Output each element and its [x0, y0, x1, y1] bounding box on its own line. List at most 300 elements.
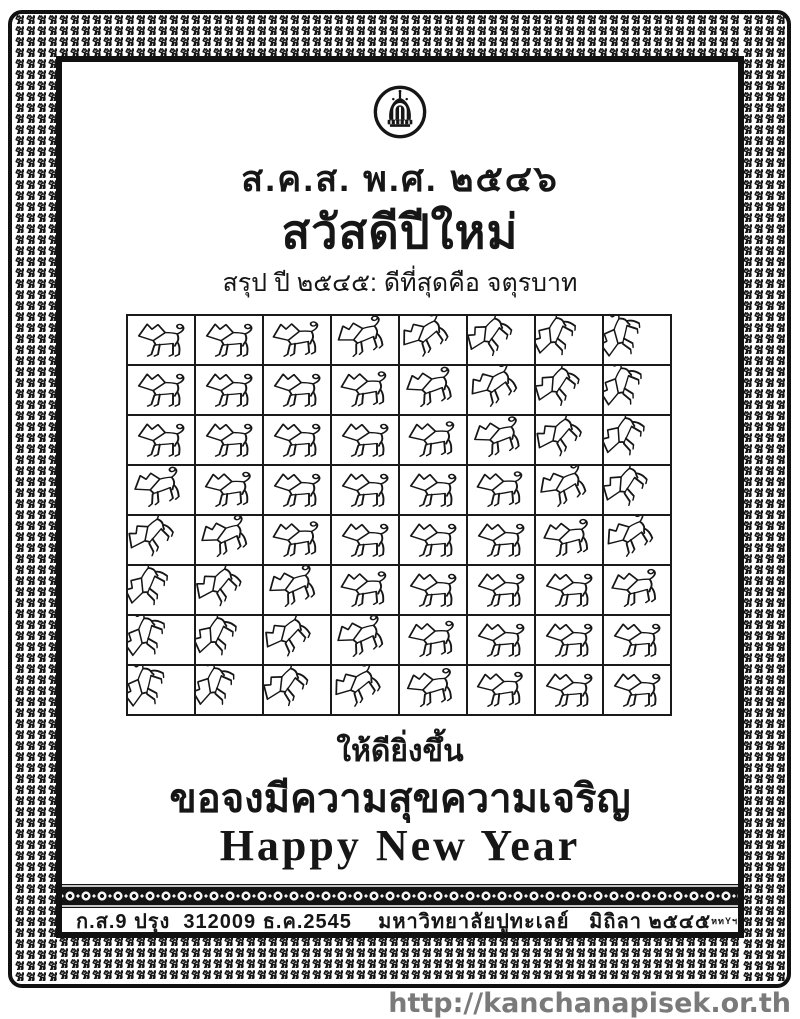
border-dog-glyph	[25, 69, 36, 80]
border-dog-glyph	[25, 465, 36, 476]
dog-cell	[332, 516, 398, 564]
dog-cell	[332, 466, 398, 514]
border-dog-glyph	[14, 344, 25, 355]
border-dog-glyph	[47, 36, 58, 47]
border-dog-glyph	[14, 498, 25, 509]
border-dog-glyph	[14, 927, 25, 938]
border-dog-glyph	[245, 958, 256, 969]
dog-cell	[468, 516, 534, 564]
border-dog-glyph	[764, 157, 775, 168]
border-dog-glyph	[311, 14, 322, 25]
border-dog-glyph	[775, 685, 786, 696]
border-dog-glyph	[764, 322, 775, 333]
border-dog-glyph	[25, 652, 36, 663]
dog-drawing	[469, 667, 532, 713]
border-dog-glyph	[36, 36, 47, 47]
border-dog-glyph	[36, 916, 47, 927]
dog-drawing	[335, 470, 395, 512]
border-dog-glyph	[14, 377, 25, 388]
border-dog-glyph	[753, 542, 764, 553]
border-dog-glyph	[443, 958, 454, 969]
border-dog-glyph	[764, 960, 775, 971]
border-dog-glyph	[674, 25, 685, 36]
border-dog-glyph	[333, 947, 344, 958]
border-dog-glyph	[652, 36, 663, 47]
border-dog-glyph	[36, 520, 47, 531]
border-dog-glyph	[36, 476, 47, 487]
border-dog-glyph	[764, 784, 775, 795]
dog-cell	[332, 416, 398, 464]
border-dog-glyph	[753, 113, 764, 124]
dog-cell	[468, 316, 534, 364]
border-dog-glyph	[775, 971, 786, 982]
border-dog-glyph	[25, 531, 36, 542]
border-dog-glyph	[553, 958, 564, 969]
border-dog-glyph	[14, 718, 25, 729]
border-dog-glyph	[212, 25, 223, 36]
border-dog-glyph	[377, 947, 388, 958]
border-dog-glyph	[25, 388, 36, 399]
border-dog-glyph	[14, 245, 25, 256]
border-dog-glyph	[764, 256, 775, 267]
border-dog-glyph	[80, 969, 91, 980]
border-dog-glyph	[388, 14, 399, 25]
border-dog-glyph	[707, 969, 718, 980]
border-dog-glyph	[399, 36, 410, 47]
border-dog-glyph	[14, 234, 25, 245]
border-dog-glyph	[25, 135, 36, 146]
border-dog-glyph	[14, 399, 25, 410]
border-dog-glyph	[775, 300, 786, 311]
border-dog-glyph	[14, 828, 25, 839]
border-dog-glyph	[531, 958, 542, 969]
border-dog-glyph	[775, 267, 786, 278]
border-dog-glyph	[454, 36, 465, 47]
border-dog-glyph	[608, 969, 619, 980]
border-dog-glyph	[696, 25, 707, 36]
border-dog-glyph	[753, 839, 764, 850]
border-dog-glyph	[36, 553, 47, 564]
border-dog-glyph	[775, 520, 786, 531]
border-dog-glyph	[753, 718, 764, 729]
border-dog-glyph	[14, 36, 25, 47]
border-dog-glyph	[764, 850, 775, 861]
dog-cell	[604, 366, 670, 414]
border-dog-glyph	[764, 300, 775, 311]
border-dog-glyph	[753, 410, 764, 421]
border-dog-glyph	[753, 707, 764, 718]
border-dog-glyph	[764, 971, 775, 982]
dog-cell	[604, 666, 670, 714]
border-dog-glyph	[764, 751, 775, 762]
border-dog-glyph	[775, 124, 786, 135]
border-dog-glyph	[25, 729, 36, 740]
border-dog-glyph	[25, 102, 36, 113]
dog-drawing	[536, 466, 600, 514]
border-dog-glyph	[36, 861, 47, 872]
border-dog-glyph	[685, 958, 696, 969]
border-dog-glyph	[652, 969, 663, 980]
border-dog-glyph	[410, 14, 421, 25]
border-dog-glyph	[25, 894, 36, 905]
border-dog-glyph	[575, 958, 586, 969]
dog-drawing	[468, 466, 531, 513]
border-dog-glyph	[36, 432, 47, 443]
border-dog-glyph	[14, 949, 25, 960]
border-dog-glyph	[14, 531, 25, 542]
border-dog-glyph	[25, 707, 36, 718]
border-dog-glyph	[399, 947, 410, 958]
border-dog-glyph	[102, 969, 113, 980]
border-dog-glyph	[696, 969, 707, 980]
border-dog-glyph	[14, 146, 25, 157]
border-dog-glyph	[14, 322, 25, 333]
border-dog-glyph	[775, 707, 786, 718]
dog-cell	[400, 416, 466, 464]
border-dog-glyph	[25, 861, 36, 872]
border-dog-glyph	[25, 80, 36, 91]
border-dog-glyph	[764, 223, 775, 234]
border-dog-glyph	[25, 817, 36, 828]
border-dog-glyph	[223, 14, 234, 25]
border-dog-glyph	[36, 80, 47, 91]
dog-cell	[264, 666, 330, 714]
border-dog-glyph	[775, 80, 786, 91]
border-dog-glyph	[399, 25, 410, 36]
border-dog-glyph	[764, 278, 775, 289]
border-dog-glyph	[764, 608, 775, 619]
border-dog-glyph	[775, 773, 786, 784]
border-dog-glyph	[300, 969, 311, 980]
border-dog-glyph	[135, 969, 146, 980]
border-dog-glyph	[764, 168, 775, 179]
border-dog-glyph	[753, 476, 764, 487]
border-dog-glyph	[753, 234, 764, 245]
border-dog-glyph	[14, 410, 25, 421]
border-dog-glyph	[14, 256, 25, 267]
border-dog-glyph	[36, 289, 47, 300]
border-dog-glyph	[663, 36, 674, 47]
border-dog-glyph	[476, 969, 487, 980]
border-dog-glyph	[300, 36, 311, 47]
border-dog-glyph	[36, 872, 47, 883]
border-dog-glyph	[753, 894, 764, 905]
border-dog-glyph	[586, 947, 597, 958]
border-dog-glyph	[619, 36, 630, 47]
dog-drawing	[131, 370, 191, 412]
border-dog-glyph	[586, 25, 597, 36]
border-dog-glyph	[476, 14, 487, 25]
credit-text: ก.ส.9 ปรุง 312009 ธ.ค.2545 มหาวิทยาลัยปูทะเลย์ มิถิลา ๒๕๔๕	[76, 910, 712, 933]
border-dog-glyph	[410, 958, 421, 969]
border-dog-glyph	[14, 80, 25, 91]
border-dog-glyph	[14, 157, 25, 168]
dog-drawing	[264, 666, 321, 714]
dog-drawing	[332, 316, 396, 364]
border-dog-glyph	[775, 762, 786, 773]
border-dog-glyph	[322, 36, 333, 47]
border-dog-glyph	[443, 36, 454, 47]
dog-drawing	[539, 570, 599, 612]
border-dog-glyph	[223, 36, 234, 47]
border-dog-glyph	[102, 36, 113, 47]
border-dog-glyph	[58, 947, 69, 958]
border-dog-glyph	[586, 36, 597, 47]
border-dog-glyph	[113, 947, 124, 958]
border-dog-glyph	[531, 14, 542, 25]
border-dog-glyph	[366, 958, 377, 969]
border-dog-glyph	[69, 25, 80, 36]
border-dog-glyph	[201, 958, 212, 969]
border-dog-glyph	[775, 960, 786, 971]
border-dog-glyph	[201, 25, 212, 36]
border-dog-glyph	[36, 740, 47, 751]
border-dog-glyph	[753, 740, 764, 751]
dog-cell	[196, 666, 262, 714]
border-dog-glyph	[775, 729, 786, 740]
border-dog-glyph	[36, 762, 47, 773]
border-dog-glyph	[212, 36, 223, 47]
border-dog-glyph	[564, 969, 575, 980]
border-dog-glyph	[36, 322, 47, 333]
border-dog-glyph	[157, 969, 168, 980]
border-dog-glyph	[25, 476, 36, 487]
border-dog-glyph	[553, 36, 564, 47]
border-dog-glyph	[36, 256, 47, 267]
border-dog-glyph	[25, 454, 36, 465]
border-dog-glyph	[14, 366, 25, 377]
border-dog-glyph	[454, 25, 465, 36]
border-dog-glyph	[25, 201, 36, 212]
dog-drawing	[536, 516, 600, 564]
border-dog-glyph	[764, 685, 775, 696]
dog-drawing	[196, 516, 260, 564]
border-dog-glyph	[36, 718, 47, 729]
border-dog-glyph	[764, 454, 775, 465]
border-dog-glyph	[25, 762, 36, 773]
border-dog-glyph	[753, 432, 764, 443]
border-dog-glyph	[36, 465, 47, 476]
border-dog-glyph	[36, 487, 47, 498]
border-dog-glyph	[775, 410, 786, 421]
dog-cell	[536, 316, 602, 364]
border-dog-glyph	[753, 641, 764, 652]
dog-cell	[128, 666, 194, 714]
border-dog-glyph	[764, 729, 775, 740]
border-dog-glyph	[753, 267, 764, 278]
border-dog-glyph	[36, 784, 47, 795]
border-dog-glyph	[14, 454, 25, 465]
border-dog-glyph	[14, 971, 25, 982]
border-dog-glyph	[25, 960, 36, 971]
border-dog-glyph	[14, 784, 25, 795]
dog-cell	[400, 566, 466, 614]
border-dog-glyph	[764, 432, 775, 443]
border-dog-glyph	[764, 355, 775, 366]
border-dog-glyph	[753, 14, 764, 25]
border-dog-glyph	[498, 36, 509, 47]
border-dog-glyph	[630, 14, 641, 25]
border-dog-glyph	[69, 14, 80, 25]
wish-line-2: ขอจงมีความสุขความเจริญ	[169, 777, 631, 821]
border-dog-glyph	[36, 850, 47, 861]
border-dog-glyph	[753, 333, 764, 344]
border-dog-glyph	[775, 751, 786, 762]
border-dog-glyph	[718, 36, 729, 47]
border-dog-glyph	[443, 14, 454, 25]
dog-drawing	[196, 666, 245, 714]
border-dog-glyph	[775, 135, 786, 146]
site-url-link[interactable]: http://kanchanapisek.or.th	[388, 988, 791, 1019]
border-dog-glyph	[36, 575, 47, 586]
border-dog-glyph	[388, 958, 399, 969]
border-dog-glyph	[608, 36, 619, 47]
border-dog-glyph	[256, 958, 267, 969]
border-dog-glyph	[245, 25, 256, 36]
border-dog-glyph	[366, 25, 377, 36]
dog-cell	[468, 366, 534, 414]
border-dog-glyph	[58, 36, 69, 47]
border-dog-glyph	[775, 388, 786, 399]
border-dog-glyph	[36, 179, 47, 190]
border-dog-glyph	[36, 828, 47, 839]
dog-cell	[468, 666, 534, 714]
border-dog-glyph	[25, 949, 36, 960]
border-dog-glyph	[775, 553, 786, 564]
dog-cell	[536, 416, 602, 464]
dog-cell	[264, 366, 330, 414]
border-dog-glyph	[355, 14, 366, 25]
border-dog-glyph	[764, 927, 775, 938]
border-dog-glyph	[36, 333, 47, 344]
border-dog-glyph	[14, 630, 25, 641]
border-dog-glyph	[36, 410, 47, 421]
border-dog-glyph	[201, 969, 212, 980]
border-dog-glyph	[14, 333, 25, 344]
border-dog-glyph	[531, 969, 542, 980]
border-dog-glyph	[520, 14, 531, 25]
border-dog-glyph	[753, 927, 764, 938]
decorative-border-top	[58, 14, 742, 58]
border-dog-glyph	[443, 25, 454, 36]
border-dog-glyph	[764, 245, 775, 256]
border-dog-glyph	[157, 14, 168, 25]
dog-drawing	[131, 420, 191, 462]
dog-cell	[400, 666, 466, 714]
border-dog-glyph	[685, 25, 696, 36]
border-dog-glyph	[753, 25, 764, 36]
border-dog-glyph	[764, 80, 775, 91]
border-dog-glyph	[775, 69, 786, 80]
border-dog-glyph	[764, 421, 775, 432]
dog-drawing	[607, 670, 667, 712]
border-dog-glyph	[674, 36, 685, 47]
border-dog-glyph	[322, 947, 333, 958]
border-dog-glyph	[753, 399, 764, 410]
border-dog-glyph	[14, 817, 25, 828]
border-dog-glyph	[764, 509, 775, 520]
border-dog-glyph	[641, 947, 652, 958]
border-dog-glyph	[25, 696, 36, 707]
border-dog-glyph	[399, 969, 410, 980]
border-dog-glyph	[289, 958, 300, 969]
border-dog-glyph	[542, 25, 553, 36]
border-dog-glyph	[14, 124, 25, 135]
border-dog-glyph	[14, 564, 25, 575]
border-dog-glyph	[25, 674, 36, 685]
border-dog-glyph	[388, 969, 399, 980]
border-dog-glyph	[25, 300, 36, 311]
border-dog-glyph	[775, 377, 786, 388]
border-dog-glyph	[14, 795, 25, 806]
border-dog-glyph	[14, 586, 25, 597]
border-dog-glyph	[775, 597, 786, 608]
border-dog-glyph	[25, 91, 36, 102]
border-dog-glyph	[509, 947, 520, 958]
border-dog-glyph	[753, 575, 764, 586]
border-dog-glyph	[36, 949, 47, 960]
border-dog-glyph	[146, 25, 157, 36]
border-dog-glyph	[753, 905, 764, 916]
border-dog-glyph	[25, 718, 36, 729]
border-dog-glyph	[764, 135, 775, 146]
border-dog-glyph	[223, 25, 234, 36]
border-dog-glyph	[168, 36, 179, 47]
border-dog-glyph	[753, 146, 764, 157]
dog-grid	[126, 314, 672, 716]
border-dog-glyph	[234, 947, 245, 958]
dog-drawing	[128, 666, 174, 714]
border-dog-glyph	[753, 608, 764, 619]
border-dog-glyph	[14, 696, 25, 707]
border-dog-glyph	[775, 586, 786, 597]
border-dog-glyph	[25, 355, 36, 366]
border-dog-glyph	[25, 630, 36, 641]
border-dog-glyph	[564, 958, 575, 969]
border-dog-glyph	[652, 958, 663, 969]
royal-emblem-icon	[372, 84, 428, 145]
border-dog-glyph	[454, 947, 465, 958]
border-dog-glyph	[641, 14, 652, 25]
border-dog-glyph	[278, 947, 289, 958]
border-dog-glyph	[753, 465, 764, 476]
dog-drawing	[471, 520, 531, 562]
border-dog-glyph	[14, 289, 25, 300]
border-dog-glyph	[25, 938, 36, 949]
border-dog-glyph	[25, 410, 36, 421]
border-dog-glyph	[102, 947, 113, 958]
border-dog-glyph	[366, 947, 377, 958]
border-dog-glyph	[25, 245, 36, 256]
border-dog-glyph	[14, 267, 25, 278]
border-dog-glyph	[465, 14, 476, 25]
border-dog-glyph	[542, 947, 553, 958]
border-dog-glyph	[14, 542, 25, 553]
border-dog-glyph	[388, 36, 399, 47]
border-dog-glyph	[454, 14, 465, 25]
border-dog-glyph	[663, 14, 674, 25]
border-dog-glyph	[25, 333, 36, 344]
border-dog-glyph	[25, 234, 36, 245]
border-dog-glyph	[14, 597, 25, 608]
border-dog-glyph	[775, 432, 786, 443]
border-dog-glyph	[775, 454, 786, 465]
dog-drawing	[196, 566, 255, 614]
border-dog-glyph	[36, 47, 47, 58]
border-dog-glyph	[36, 421, 47, 432]
border-dog-glyph	[267, 947, 278, 958]
border-dog-glyph	[764, 267, 775, 278]
